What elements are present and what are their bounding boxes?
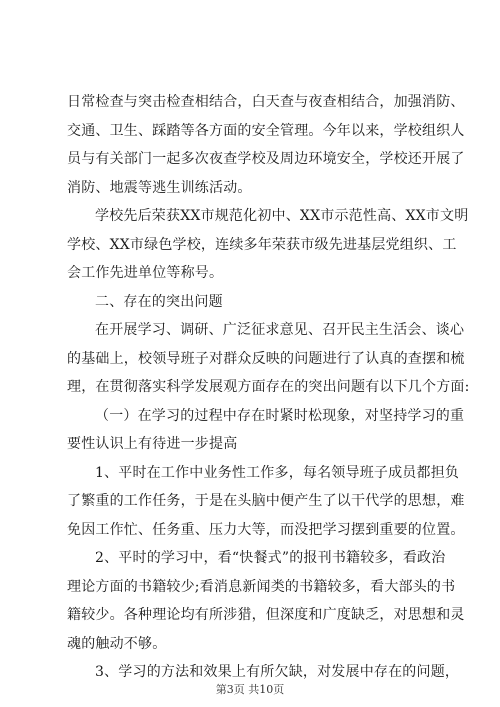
text-line: 籍较少。各种理论均有所涉猎，但深度和广度缺乏，对思想和灵 bbox=[67, 607, 465, 623]
text-line: 员与有关部门一起多次夜查学校及周边环境安全，学校还开展了 bbox=[67, 151, 465, 167]
text-line: 了繁重的工作任务，于是在头脑中便产生了以干代学的思想，难 bbox=[67, 493, 465, 509]
text-line: 日常检查与突击检查相结合，白天查与夜查相结合，加强消防、 bbox=[67, 94, 465, 110]
document-body bbox=[67, 88, 470, 687]
text-line: 学校先后荣获XX市规范化初中、XX市示范性高、XX市文明 bbox=[95, 208, 469, 224]
text-line: （一）在学习的过程中存在时紧时松现象，对坚持学习的重 bbox=[95, 407, 465, 424]
text-line: 学校、XX市绿色学校，连续多年荣获市级先进基层党组织、工 bbox=[67, 236, 457, 253]
text-line: 魂的触动不够。 bbox=[67, 635, 167, 652]
text-line: 3、学习的方法和效果上有所欠缺，对发展中存在的问题， bbox=[95, 664, 460, 680]
text-line: 1、平时在工作中业务性工作多，每名领导班子成员都担负 bbox=[95, 464, 460, 481]
text-line: 的基础上，校领导班子对群众反映的问题进行了认真的查摆和梳 bbox=[67, 350, 465, 367]
text-line: 理论方面的书籍较少;看消息新闻类的书籍较多，看大部头的书 bbox=[67, 578, 456, 595]
text-line: 会工作先进单位等称号。 bbox=[67, 265, 224, 281]
text-line: 2、平时的学习中，看“快餐式”的报刊书籍较多，看政治 bbox=[95, 550, 446, 566]
text-line: 二、存在的突出问题 bbox=[95, 293, 223, 310]
text-line: 消防、地震等逃生训练活动。 bbox=[67, 179, 252, 196]
text-line: 免因工作忙、任务重、压力大等，而没把学习摆到重要的位置。 bbox=[67, 521, 465, 538]
text-line: 在开展学习、调研、广泛征求意见、召开民主生活会、谈心 bbox=[95, 322, 465, 338]
text-line: 要性认识上有待进一步提高 bbox=[67, 436, 238, 452]
text-line: 理，在贯彻落实科学发展观方面存在的突出问题有以下几个方面: bbox=[67, 379, 470, 395]
page-footer: 第3页 共10页 bbox=[215, 683, 285, 696]
text-line: 交通、卫生、踩踏等各方面的安全管理。今年以来，学校组织人 bbox=[67, 122, 465, 139]
